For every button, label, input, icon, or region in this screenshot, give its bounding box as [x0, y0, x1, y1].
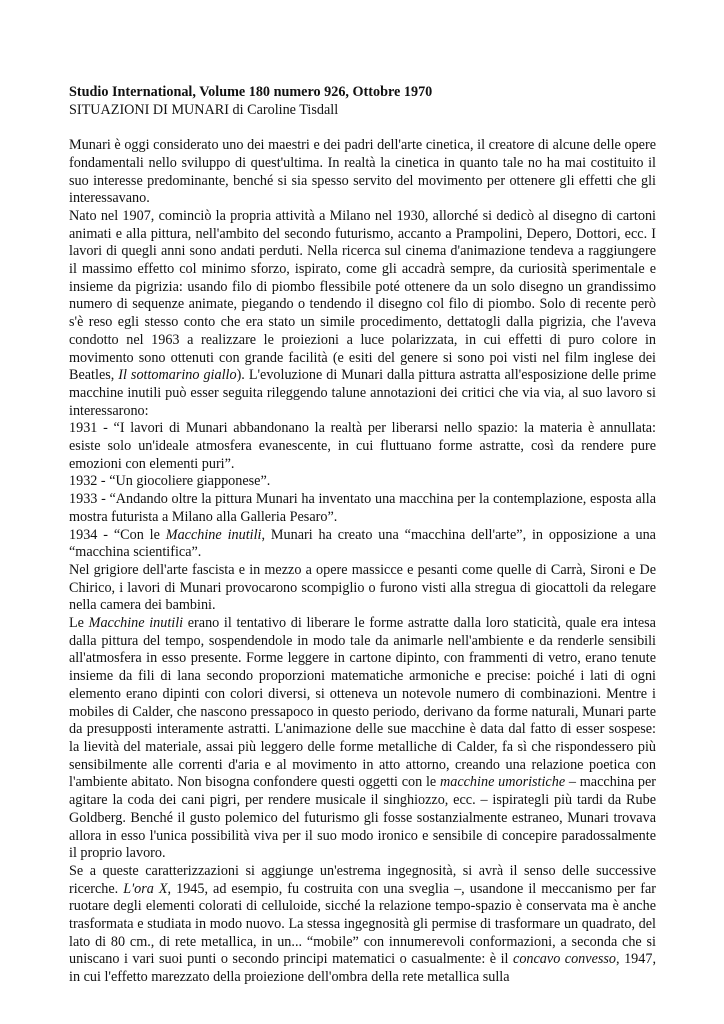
article-author: di Caroline Tisdall [228, 101, 339, 118]
work-title: macchine umoristiche [440, 774, 566, 791]
publication-header: Studio International, Volume 180 numero 926, Ottobre 1970 [69, 84, 433, 100]
quote-1932: 1932 - “Un giocoliere giapponese”. [69, 473, 271, 490]
work-title: Macchine inutili [88, 615, 184, 632]
text-run: , 1947, in cui l'effetto marezzato della proiezione dell'ombra della rete metallica sulla [69, 951, 656, 986]
text-run: ). L'evoluzione di Munari dalla pittura astratta all'esposizione delle prime macchine inutili può esser seguita rileggendo talune annotazioni dei critici che via via, al suo lavoro si interessarono: [69, 367, 656, 419]
paragraph-biography [69, 208, 656, 420]
film-title: Il sottomarino giallo [118, 367, 237, 384]
quote-1933: 1933 - “Andando oltre la pittura Munari ha inventato una macchina per la contemplazione, esposta alla mostra futurista a Milano alla Galleria Pesaro”. [69, 491, 656, 525]
text-run: Nato nel 1907, cominciò la propria attività a Milano nel 1930, allorché si dedicò al disegno di cartoni animati e alla pittura, nell'ambito del secondo futurismo, accanto a Prampolini, Depero, Dottori, ecc. I lavori di quegli anni sono andati perduti. Nella ricerca sul cinema d'animazione tendeva a raggiungere il massimo effetto col minimo sforzo, ispirato, come gli accadrà sempre, da curiosità sperimentale e insieme da pigrizia: usando filo di piombo flessibile poté ottenere da un solo disegno un grandissimo numero di sequenze animate, piegando o tendendo il disegno col filo di piombo. Solo di recente però s'è reso egli stesso conto che era stato un simile procedimento, dettatogli dalla pigrizia, che l'aveva condotto nel 1963 a realizzare le proiezioni a luce polarizzata, in cui effetti di puro colore in movimento sono ottenuti con grande facilità (e esiti del genere si sono poi visti nel film inglese dei Beatles, [69, 207, 656, 384]
paragraph-ingenuity [69, 863, 656, 987]
article-title: SITUAZIONI DI MUNARI [69, 101, 229, 118]
quote-1934 [69, 527, 656, 562]
work-title: concavo convesso [513, 951, 617, 968]
text-run: 1934 - “Con le [69, 526, 166, 543]
text-run: – macchina per agitare la coda dei cani pigri, per rendere musicale il singhiozzo, ecc. – ispirategli più tardi da Rube Goldberg. Benché il gusto polemico del futurismo gli fosse sostanzialmente estraneo, Munari trovava allora in esso l'unica possibilità viva per il suo modo ironico e sensibile di concepire paradossalmente il proprio lavoro. [69, 774, 657, 862]
text-run: Se a queste caratterizzazioni si aggiunge un'estrema ingegnosità, si avrà il senso delle successive ricerche. [69, 862, 656, 897]
text-run: Le [69, 615, 89, 632]
paragraph-fascist-art: Nel grigiore dell'arte fascista e in mezzo a opere massicce e pesanti come quelle di Carrà, Sironi e De Chirico, i lavori di Munari provocarono scompiglio o furono visti alla stregua di giocattoli da relegare nella camera dei bambini. [69, 561, 656, 614]
work-title: Macchine inutili [165, 526, 262, 543]
text-run: , 1945, ad esempio, fu costruita con una sveglia –, usandone il meccanismo per far ruotare degli elementi colorati di celluloide, sicché la relazione tempo-spazio è conservata ma è anche trasformata e studiata in modo nuovo. La stessa ingegnosità gli permise di trasformare un quadrato, del lato di 80 cm., di rete metallica, in un... “mobile” con innumerevoli conformazioni, a seconda che si uniscano i vari suoi punti o secondo principi matematici o casualmente: è il [69, 880, 656, 968]
article-title-line [69, 102, 656, 120]
text-run: erano il tentativo di liberare le forme astratte dalla loro staticità, quale era intesa dalla pittura del tempo, sospendendole in modo tale da animarle nell'ambiente e da renderle sensibili all'atmosfera in esso presente. Forme leggere in cartone dipinto, con frammenti di vetro, erano tenute insieme da fili di lana secondo proporzioni matematiche armoniche e precise: poiché i lati di ogni elemento erano dipinti con colori diversi, si otteneva un notevole numero di combinazioni. Mentre i mobiles di Calder, che nascono pressapoco in questo periodo, derivano da forme naturali, Munari parte da presupposti interamente astratti. L'animazione delle sue macchine è data dal fatto di esser sospese: la lievità del materiale, assai più leggero delle forme metalliche di Calder, fa sì che rispondessero più sensibilmente alle correnti d'aria e al movimento in atto attorno, creando una relazione poetica con l'ambiente abitato. Non bisogna confondere questi oggetti con le [69, 615, 656, 791]
document-page [69, 84, 656, 987]
quote-1931: 1931 - “I lavori di Munari abbandonano la realtà per liberarsi nello spazio: la materia è annullata: esiste solo un'ideale atmosfera evanescente, in cui fluttuano forme astratte, così da rendere pure emozioni con elementi puri”. [69, 420, 656, 472]
work-title: L'ora X [123, 880, 168, 897]
paragraph-useless-machines [69, 615, 656, 863]
paragraph-intro: Munari è oggi considerato uno dei maestri e dei padri dell'arte cinetica, il creatore di alcune delle opere fondamentali nello sviluppo di quest'ultima. In realtà la cinetica in quanto tale no ha mai costituito il suo interesse predominante, benché si sia spesso servito del movimento per ottenere gli effetti che gli interessavano. [69, 137, 656, 207]
text-run: , Munari ha creato una “macchina dell'arte”, in opposizione a una “macchina scientifica”. [69, 526, 656, 561]
